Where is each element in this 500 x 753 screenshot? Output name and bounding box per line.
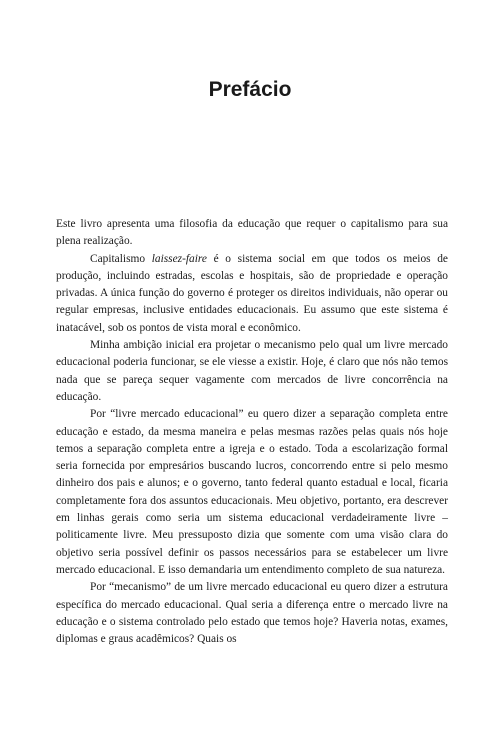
paragraph-3 [56,337,448,406]
paragraph-text: Capitalismo [90,252,152,265]
paragraph-5 [56,579,448,648]
page-title: Prefácio [208,78,292,101]
document-body [56,216,448,648]
italic-term: laissez-faire [151,252,207,265]
paragraph-text: é o sistema social em que todos os meios de produção, incluindo estradas, escolas e hospitais, são de propriedade e operação privadas. A única função do governo é proteger os direitos individuais, não operar ou regular empresas, inclusive entidades educacionais. Eu assumo que este sistema é inatacável, sob os pontos de vista moral e econômico. [56,252,448,334]
paragraph-text: Este livro apresenta uma filosofia da educação que requer o capitalismo para sua plena realização. [56,218,448,248]
paragraph-text: Por “mecanismo” de um livre mercado educacional eu quero dizer a estrutura específica do mercado educacional. Qual seria a diferença entre o mercado livre na educação e o sistema controlado pelo estado que temos hoje? Haveria notas, exames, diplomas e graus acadêmicos? Quais os [56,581,448,646]
paragraph-text: Minha ambição inicial era projetar o mecanismo pelo qual um livre mercado educacional poderia funcionar, se ele viesse a existir. Hoje, é claro que nós não temos nada que se pareça sequer vagamente com mercados de livre concorrência na educação. [56,339,448,403]
paragraph-1 [56,216,448,251]
paragraph-4 [56,406,448,579]
paragraph-2 [56,251,448,337]
paragraph-text: Por “livre mercado educacional” eu quero dizer a separação completa entre educação e estado, da mesma maneira e pelas mesmas razões pelas quais nós hoje temos a separação completa entre a igreja e o estado. Toda a escolarização formal seria fornecida por empresários buscando lucros, concorrendo entre si pelo mesmo dinheiro dos pais e alunos; e o governo, tanto federal quanto estadual e local, ficaria completamente fora dos assuntos educacionais. Meu objetivo, portanto, era descrever em linhas gerais como seria um sistema educacional verdadeiramente livre – politicamente livre. Meu pressuposto dizia que somente com uma visão clara do objetivo seria possível definir os passos necessários para se estabelecer um livre mercado educacional. E isso demandaria um entendimento completo de sua natureza. [56,408,448,576]
